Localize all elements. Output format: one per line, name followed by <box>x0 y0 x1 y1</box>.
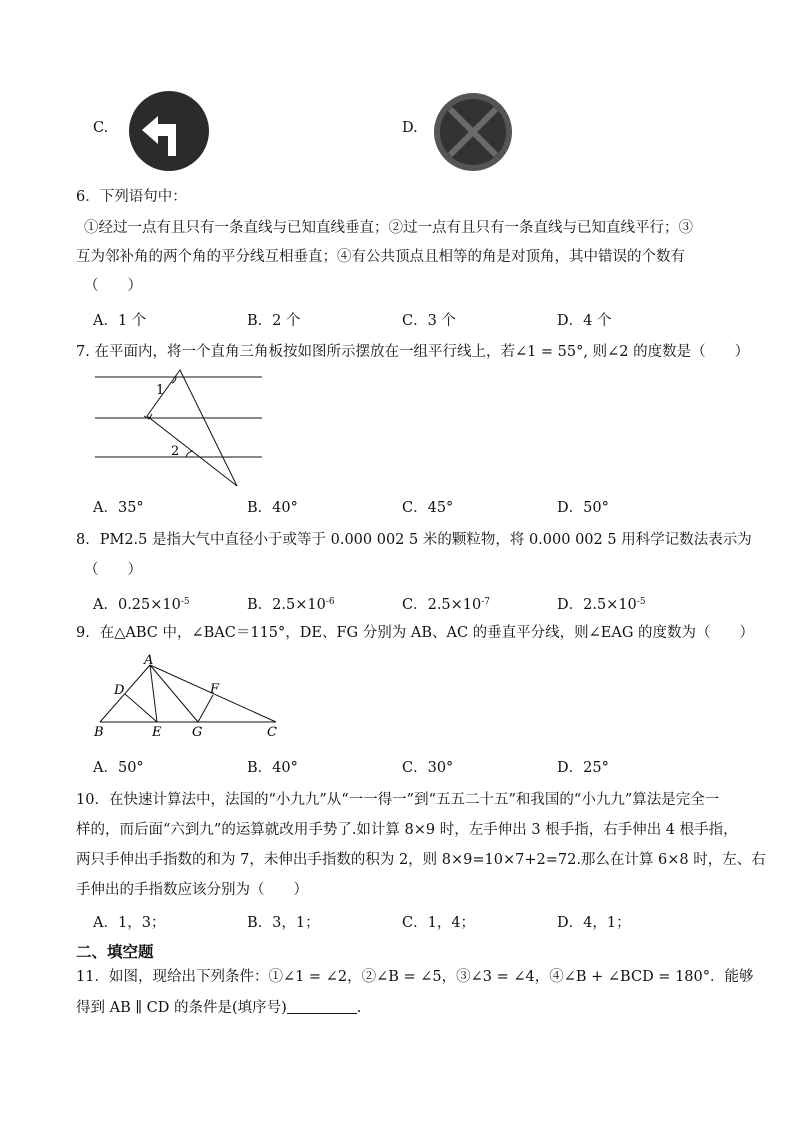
q7-option-b: B．40° <box>247 500 298 516</box>
q11-answer-blank[interactable] <box>287 999 357 1014</box>
q9-option-c: C．30° <box>402 760 454 776</box>
q6-option-d: D．4 个 <box>557 313 612 329</box>
no-stopping-sign-icon <box>432 92 514 172</box>
q7-angle2-label: 2 <box>171 444 180 459</box>
turn-left-sign-icon <box>128 90 210 172</box>
q10-line1: 10．在快速计算法中，法国的“小九九”从“一一得一”到“五五二十五”和我国的“小九九”算法是完全一 <box>76 792 720 808</box>
q7-option-d: D．50° <box>557 500 609 516</box>
q11-line1: 11．如图，现给出下列条件：①∠1 = ∠2，②∠B = ∠5，③∠3 = ∠4，④∠B + ∠BCD = 180°．能够 <box>76 969 754 985</box>
q7-option-a: A．35° <box>93 500 144 516</box>
q9-triangle-figure <box>90 650 290 744</box>
q10-option-d: D．4，1； <box>557 915 631 931</box>
q5-option-c-label: C. <box>93 120 109 136</box>
q9-point-e: E <box>152 725 162 740</box>
q10-option-c: C．1，4； <box>402 915 476 931</box>
q7-stem: 7. 在平面内，将一个直角三角板按如图所示摆放在一组平行线上，若∠1 = 55°, 则∠2 的度数是（ ） <box>76 344 750 360</box>
q8-option-c: C．$2.5\times 10^{-7}$ <box>402 597 491 613</box>
q5-option-c-sign <box>128 90 210 176</box>
q6-option-c: C．3 个 <box>402 313 456 329</box>
q9-point-c: C <box>267 725 277 740</box>
q10-option-b: B．3，1； <box>247 915 320 931</box>
q9-point-g: G <box>192 725 203 740</box>
q10-line2: 样的，而后面“六到九”的运算就改用手势了.如计算 8×9 时，左手伸出 3 根手指，右手伸出 4 根手指， <box>76 822 738 838</box>
q10-option-a: A．1，3； <box>93 915 166 931</box>
q8-paren: （ ） <box>84 562 142 578</box>
q9-point-b: B <box>94 725 104 740</box>
q11-line2: 得到 AB ∥ CD 的条件是(填序号) . <box>76 1000 362 1016</box>
q9-option-d: D．25° <box>557 760 609 776</box>
q9-point-a: A <box>144 653 154 668</box>
q5-option-d-label: D. <box>402 120 418 136</box>
q10-line4: 手伸出的手指数应该分别为（ ） <box>76 882 308 898</box>
q7-figure <box>90 368 270 498</box>
q6-line1: ①经过一点有且只有一条直线与已知直线垂直；②过一点有且只有一条直线与已知直线平行；③ <box>84 220 693 236</box>
q6-paren: （ ） <box>84 278 142 294</box>
q9-point-f: F <box>210 682 220 697</box>
q9-option-b: B．40° <box>247 760 298 776</box>
q6-stem: 6．下列语句中： <box>76 189 187 205</box>
q6-line2: 互为邻补角的两个角的平分线互相垂直；④有公共顶点且相等的角是对顶角，其中错误的个数有 <box>76 249 685 265</box>
q9-option-a: A．50° <box>93 760 144 776</box>
q8-option-d: D．$2.5\times 10^{-5}$ <box>557 597 646 613</box>
q8-option-b: B．$2.5\times 10^{-6}$ <box>247 597 335 613</box>
q5-option-d-sign <box>432 92 514 176</box>
q8-option-a: A．$0.25\times 10^{-5}$ <box>93 597 190 613</box>
section-title-fill-in: 二、填空题 <box>76 943 154 961</box>
q7-option-c: C．45° <box>402 500 454 516</box>
q6-option-b: B．2 个 <box>247 313 301 329</box>
q8-stem: 8．PM2.5 是指大气中直径小于或等于 0.000 002 5 米的颗粒物，将 0.000 002 5 用科学记数法表示为 <box>76 532 752 548</box>
q9-stem: 9．在△ABC 中，∠BAC＝115°，DE、FG 分别为 AB、AC 的垂直平分线，则∠EAG 的度数为（ ） <box>76 625 755 641</box>
q7-angle1-label: 1 <box>156 383 165 398</box>
q9-point-d: D <box>114 683 125 698</box>
q6-option-a: A．1 个 <box>93 313 147 329</box>
q10-line3: 两只手伸出手指数的和为 7，未伸出手指数的积为 2，则 8×9=10×7+2=72.那么在计算 6×8 时，左、右 <box>76 852 766 868</box>
